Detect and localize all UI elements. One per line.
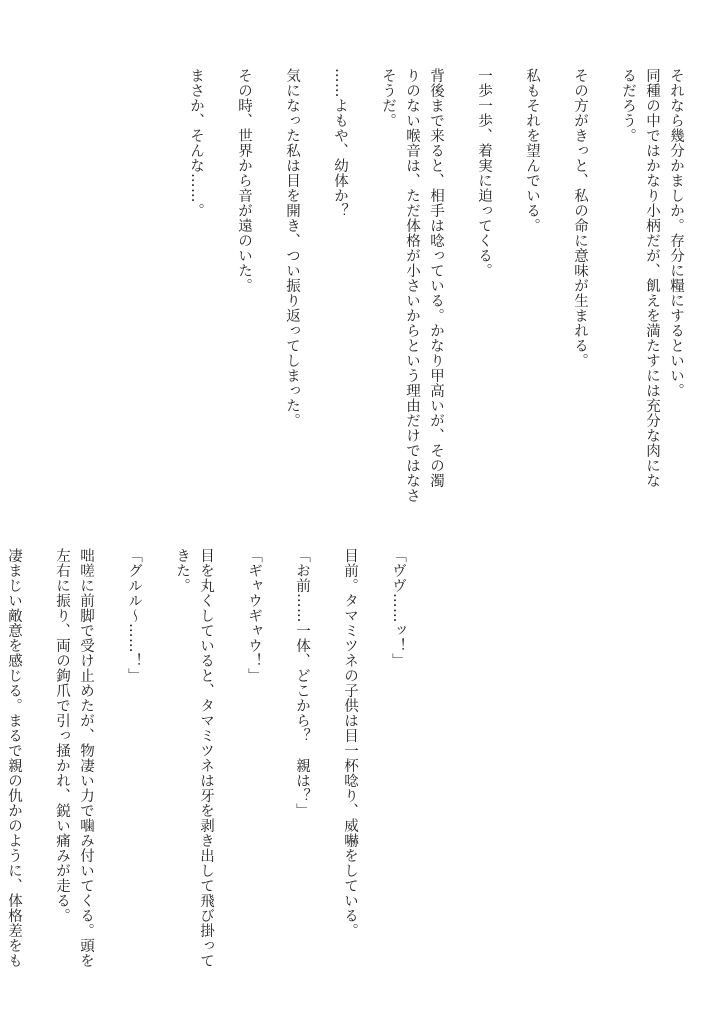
text-line: 目前。タマミツネの子供は目一杯唸り、威嚇をしている。 [342,548,358,938]
blank-line [146,548,170,968]
text-line: その時、世界から音が遠のいた。 [236,68,252,293]
text-line: 背後まで来ると、相手は唸っている。かなり甲高いが、その濁 [428,68,444,488]
blank-line [266,548,290,968]
blank-line [448,68,472,488]
text-line: 咄嗟に前脚で受け止めたが、物凄い力で噛み付いてくる。頭を [78,548,94,968]
text-line: 凄まじい敵意を感じる。まるで親の仇かのように、体格差をも [6,548,22,968]
blank-line [544,68,568,488]
text-line: 「ヴヴ……ッ！」 [390,548,406,668]
text-line: 「ギャウギャウ！」 [246,548,262,683]
blank-line [362,548,386,968]
text-line: 同種の中ではかなり小柄だが、飢えを満たすには充分な肉にな [644,68,660,488]
bottom-text-block [0,548,410,968]
blank-line [496,68,520,488]
blank-line [208,68,232,488]
text-line: るだろう。 [620,68,636,143]
blank-line [314,548,338,968]
blank-line [352,68,376,488]
text-line: 目を丸くしていると、タマミツネは牙を剥き出して飛び掛って [198,548,214,968]
blank-line [218,548,242,968]
text-line: 「お前……一体、どこから？ 親は？」 [294,548,310,818]
blank-line [304,68,328,488]
blank-line [26,548,50,968]
blank-line [256,68,280,488]
text-line: それなら幾分かましか。存分に糧にするといい。 [668,68,684,398]
text-line: そうだ。 [380,68,396,128]
text-line: ……よもや、幼体か？ [332,68,348,218]
blank-line [592,68,616,488]
text-line: 気になった私は目を開き、つい振り返ってしまった。 [284,68,300,428]
top-text-block [184,68,688,503]
blank-line [98,548,122,968]
text-line: 「グルル～……！」 [126,548,142,683]
text-line: 私もそれを望んでいる。 [524,68,540,233]
text-line: りのない喉音は、ただ体格が小さいからという理由だけではなさ [404,68,420,503]
text-line: 左右に振り、両の鉤爪で引っ掻かれ、鋭い痛みが走る。 [54,548,70,923]
text-line: その方がきっと、私の命に意味が生まれる。 [572,68,588,368]
text-line: 一歩一歩、着実に迫ってくる。 [476,68,492,278]
text-line: きた。 [174,548,190,593]
text-line: まさか、そんな……。 [188,68,204,218]
